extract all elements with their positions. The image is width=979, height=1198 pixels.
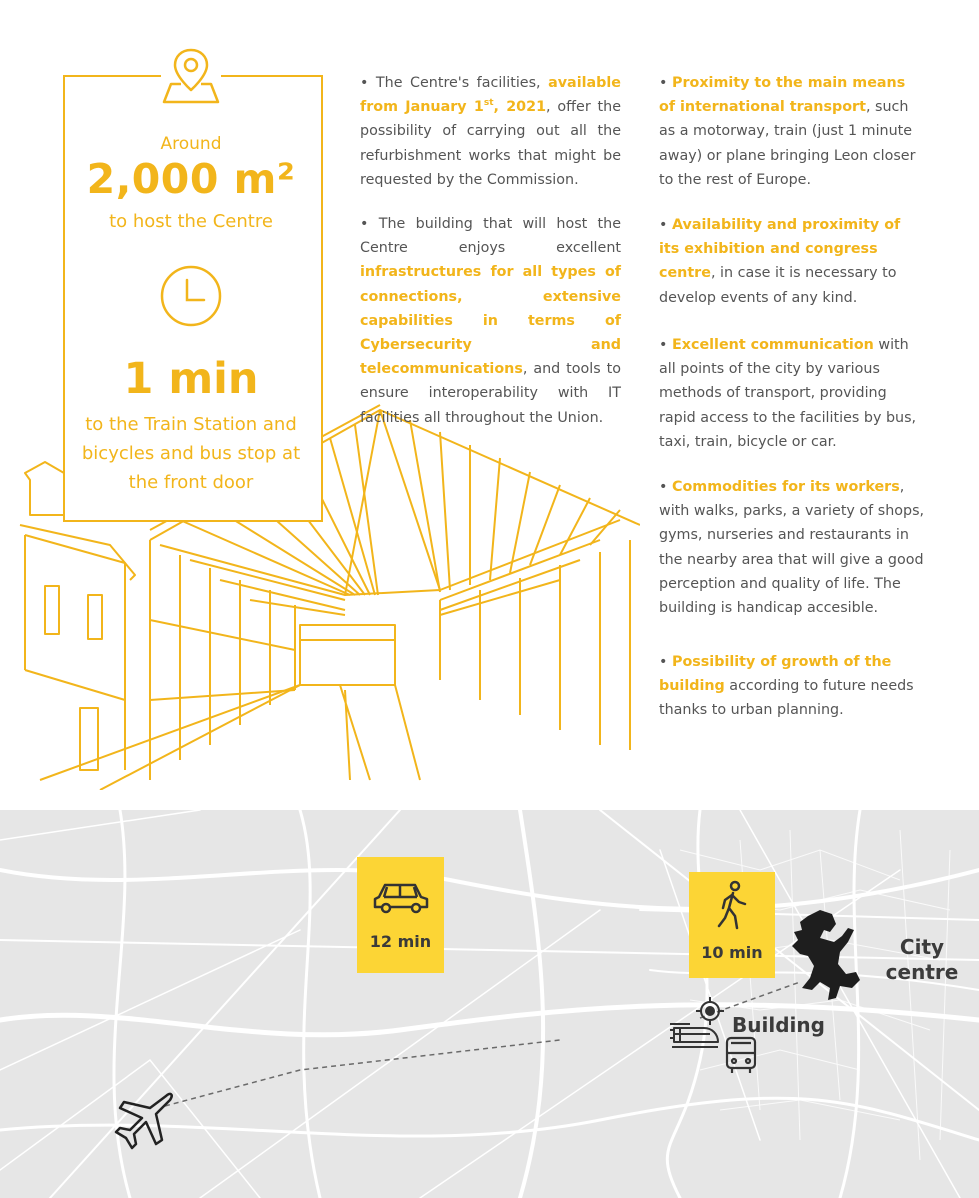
highlight-text: available from January 1st, 2021 (360, 75, 621, 116)
right-paragraph-4: • Commodities for its workers, with walks, parks, a variety of shops, gyms, nurseries and restaurants in the nearby area that will give a good perception and quality of life. The building is handicap accesible. (659, 479, 925, 617)
building-label: Building (732, 1013, 825, 1037)
area-caption: to host the Centre (109, 211, 273, 232)
paragraph-text: , and tools to ensure interoperability with IT facilities all throughout the Union. (360, 361, 621, 426)
clock-icon (158, 263, 224, 329)
bus-icon (724, 1035, 758, 1075)
right-paragraph-3: • Excellent communication with all points of the city by various methods of transport, providing rapid access to the facilities by bus, taxi, train, bicycle or car. (659, 337, 917, 450)
walk-time-tag (689, 872, 775, 978)
time-caption-line: bicycles and bus stop at (81, 443, 301, 464)
middle-paragraph-1 (360, 71, 621, 192)
car-icon (371, 875, 431, 915)
paragraph-text: according to future needs thanks to urban planning. (659, 678, 914, 719)
walk-time-label: 10 min (701, 943, 763, 962)
walking-person-icon (717, 880, 749, 930)
time-caption (63, 410, 319, 497)
time-value: 1 min (123, 354, 259, 404)
paragraph-text: , offer the possibility of carrying out all the refurbishment works that might be requested by the Commission. (360, 99, 622, 188)
airplane-icon (110, 1090, 176, 1156)
area-value: 2,000 m² (86, 155, 296, 203)
paragraph-text: The Centre's facilities, (375, 75, 541, 91)
car-time-label: 12 min (369, 932, 432, 951)
highlight-text: Commodities for its workers (671, 479, 900, 495)
bullet: • (360, 216, 369, 232)
location-map (0, 810, 979, 1198)
paragraph-text: , in case it is necessary to develop events of any kind. (659, 265, 897, 306)
car-time-tag (357, 857, 444, 973)
right-paragraph-1: • Proximity to the main means of international transport, such as a motorway, train (just 1 minute away) or plane bringing Leon closer to the rest of Europe. (659, 75, 916, 188)
highlight-text: Availability and proximity of its exhibition and congress centre (659, 217, 901, 282)
around-label: Around (160, 134, 222, 154)
paragraph-text: , such as a motorway, train (just 1 minute away) or plane bringing Leon closer to the rest of Europe. (659, 99, 916, 188)
highlight-text: Possibility of growth of the building (659, 654, 892, 695)
time-caption-line: to the Train Station and (85, 414, 297, 435)
highlight-text: infrastructures for all types of connections, extensive capabilities in terms of Cybersecurity and telecommunications (360, 264, 621, 378)
city-centre-label: City centre (885, 935, 959, 984)
time-caption-line: the front door (128, 472, 254, 493)
paragraph-text: , with walks, parks, a variety of shops, gyms, nurseries and restaurants in the nearby area that will give a good perception and quality of life. The building is handicap accesible. (659, 479, 925, 617)
paragraph-text: with all points of the city by various methods of transport, providing rapid access to the facilities by bus, taxi, train, bicycle or car. (659, 337, 917, 450)
middle-paragraph-2 (360, 212, 621, 430)
paragraph-text: The building that will host the Centre enjoys excellent (360, 216, 622, 257)
highlight-text: Proximity to the main means of international transport (659, 75, 906, 116)
bullet: • (360, 75, 369, 91)
train-icon (670, 1020, 720, 1052)
map-pin-icon (161, 42, 221, 108)
highlight-text: Excellent communication (671, 337, 874, 353)
lion-icon (790, 908, 865, 1003)
right-paragraph-5: • Possibility of growth of the building according to future needs thanks to urban planning. (659, 654, 914, 719)
right-paragraph-2: • Availability and proximity of its exhibition and congress centre, in case it is necessary to develop events of any kind. (659, 217, 901, 306)
